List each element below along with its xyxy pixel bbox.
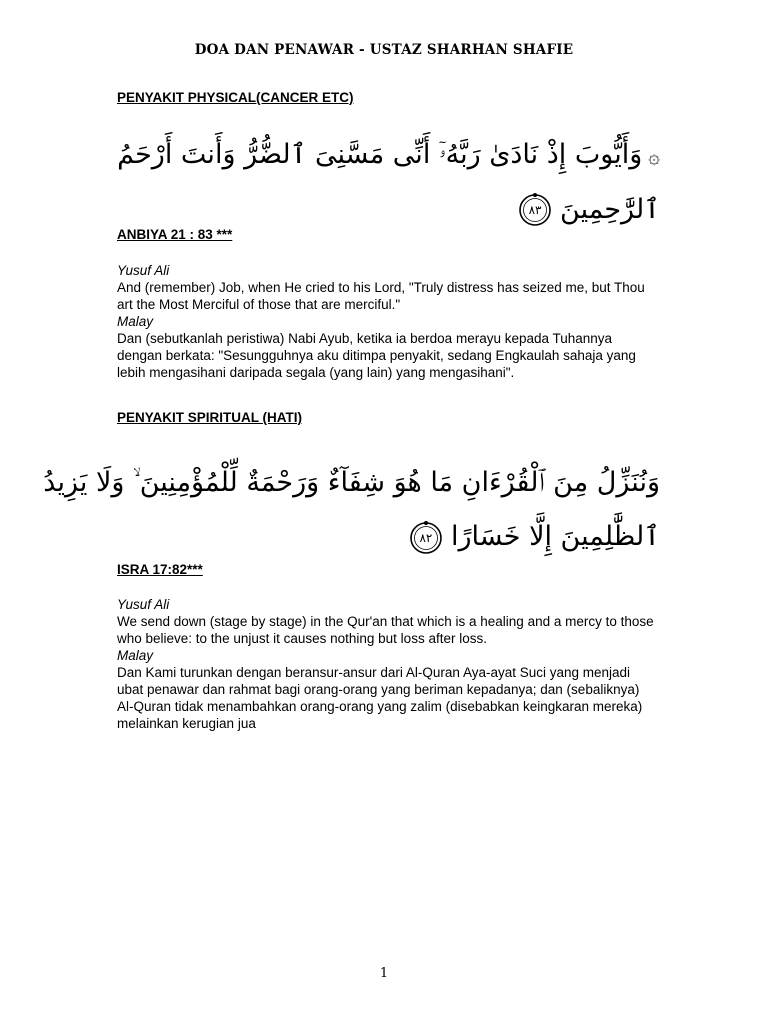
arabic-verse-text: ٱلرَّٰحِمِينَ: [560, 193, 660, 225]
arabic-verse-line: [180, 510, 660, 564]
section-title-physical: PENYAKIT PHYSICAL(CANCER ETC): [117, 90, 354, 105]
page-number: 1: [379, 966, 389, 981]
arabic-verse-line: [43, 456, 660, 510]
page-header: DOA DAN PENAWAR - USTAZ SHARHAN SHAFIE: [194, 42, 574, 58]
translation-text-english: We send down (stage by stage) in the Qur'an that which is a healing and a mercy to those who believe: to the unjust it causes nothing but loss after loss.: [117, 614, 654, 646]
rub-el-hizb-icon: ۞: [648, 143, 660, 168]
arabic-verse-isra: [43, 456, 660, 564]
ayah-number: ٨٢: [419, 530, 433, 545]
translation-label: Yusuf Ali: [117, 597, 170, 612]
translation-text-english: And (remember) Job, when He cried to his Lord, "Truly distress has seized me, but Thou art the Most Merciful of those that are merciful.": [117, 280, 645, 312]
arabic-verse-text: وَنُنَزِّلُ مِنَ ٱلْقُرْءَانِ مَا هُوَ شِفَآءٌ وَرَحْمَةٌ لِّلْمُؤْمِنِينَ ۙ وَلَا يَزِيدُ: [43, 467, 660, 498]
translation-block-anbiya: [117, 262, 657, 381]
verse-reference-anbiya: ANBIYA 21 : 83 ***: [117, 227, 233, 242]
arabic-verse-text: وَأَيُّوبَ إِذْ نَادَىٰ رَبَّهُۥٓ أَنِّى مَسَّنِىَ ٱلضُّرُّ وَأَنتَ أَرْحَمُ: [117, 139, 643, 170]
section-title-spiritual: PENYAKIT SPIRITUAL (HATI): [117, 410, 303, 425]
translation-label: Malay: [117, 314, 154, 329]
translation-block-isra: [117, 596, 657, 732]
arabic-verse-line: [180, 183, 660, 237]
ayah-end-marker-icon: [518, 193, 552, 227]
ayah-end-marker-icon: [409, 521, 443, 555]
translation-label: Malay: [117, 648, 154, 663]
translation-text-malay: Dan (sebutkanlah peristiwa) Nabi Ayub, ketika ia berdoa merayu kepada Tuhannya dengan berkata: "Sesungguhnya aku ditimpa penyakit, sedang Engkaulah sahaja yang lebih mengasihani daripada segala (yang lain) yang mengasihani".: [117, 331, 636, 380]
ayah-number: ٨٣: [528, 203, 542, 217]
arabic-verse-line: [117, 128, 660, 183]
translation-text-malay: Dan Kami turunkan dengan beransur-ansur dari Al-Quran Aya-ayat Suci yang menjadi ubat penawar dan rahmat bagi orang-orang yang beriman kepadanya; dan (sebaliknya) Al-Quran tidak menambahkan orang-orang yang zalim (disebabkan keingkaran mereka) melainkan kerugian jua: [117, 665, 643, 731]
arabic-verse-text: ٱلظَّٰلِمِينَ إِلَّا خَسَارًا: [450, 521, 660, 552]
verse-reference-isra: ISRA 17:82***: [117, 562, 203, 577]
translation-label: Yusuf Ali: [117, 263, 170, 278]
